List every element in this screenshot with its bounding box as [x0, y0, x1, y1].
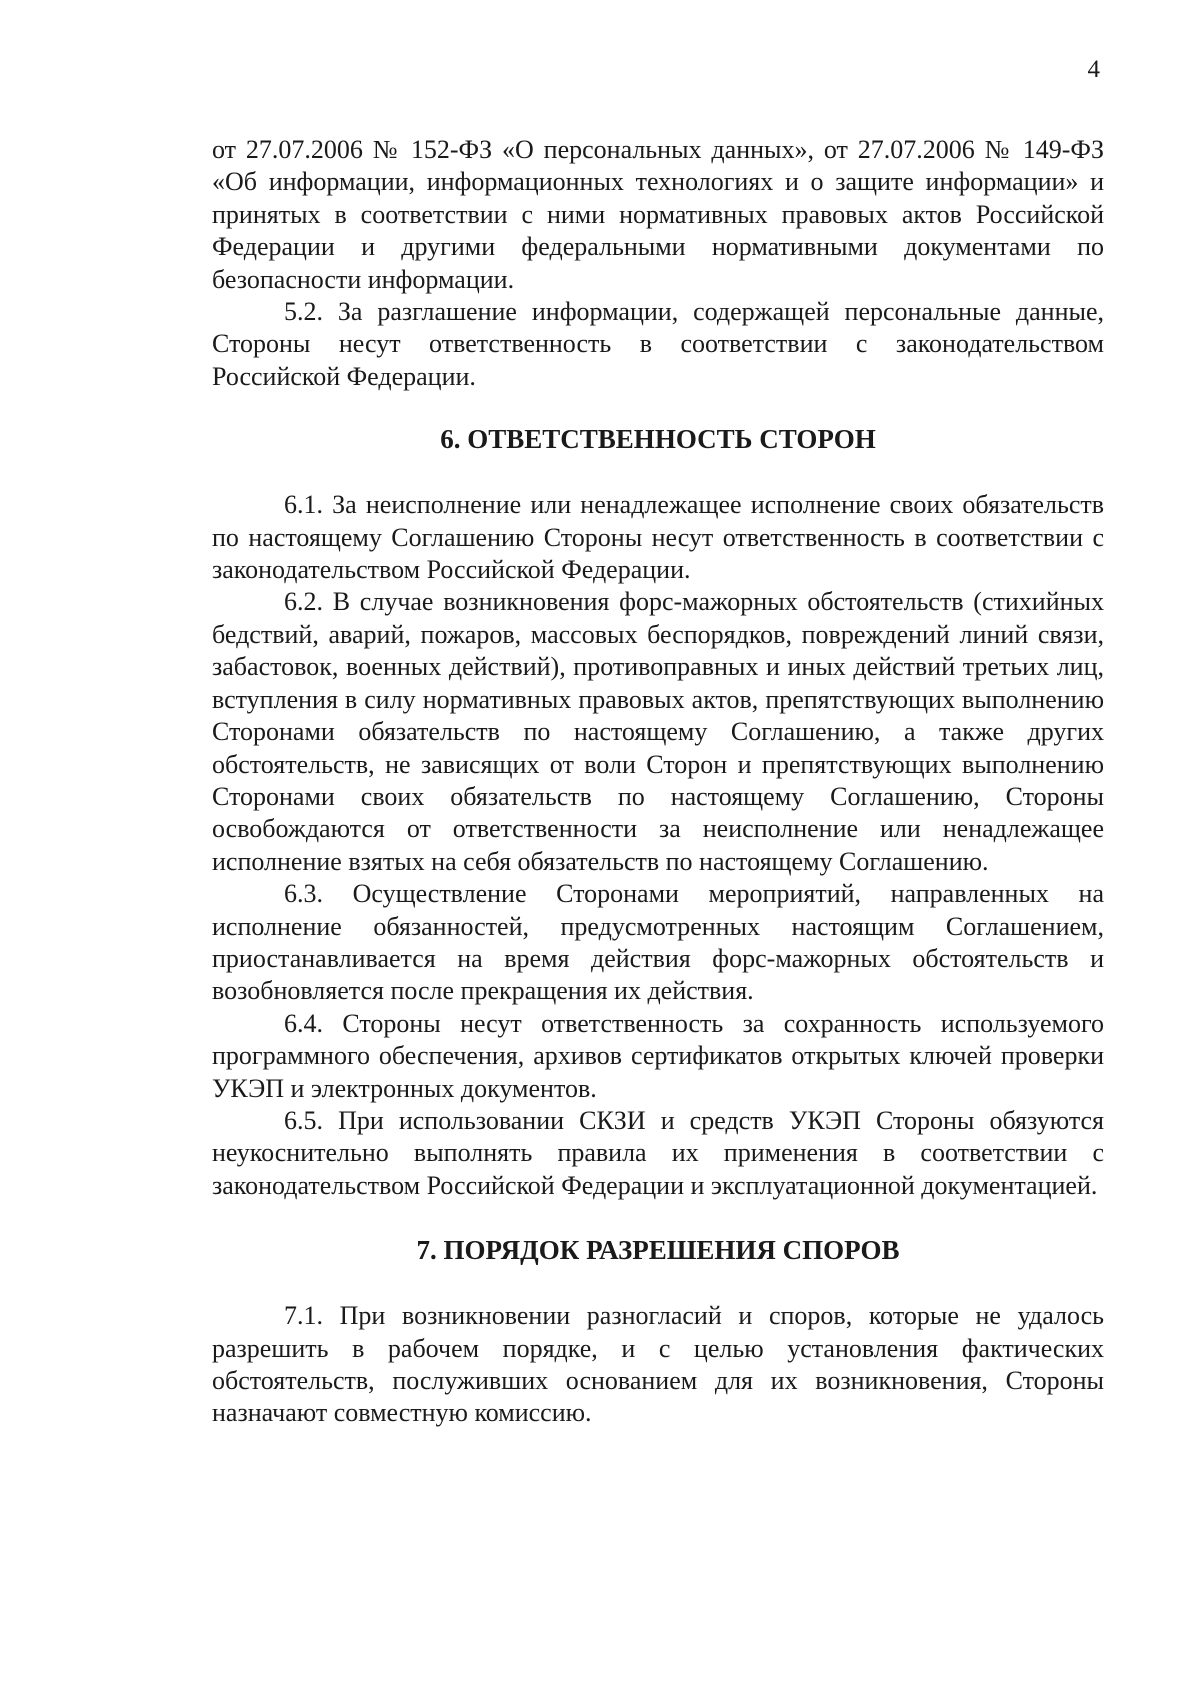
- paragraph-7-1: 7.1. При возникновении разногласий и споров, которые не удалось разрешить в рабочем порядке, и с целью установления фактических обстоятельств, послуживших основанием для их возникновения, Стороны назначают совместную комиссию.: [212, 1301, 1104, 1428]
- paragraph-intro: от 27.07.2006 № 152-ФЗ «О персональных данных», от 27.07.2006 № 149-ФЗ «Об информации, информационных технологиях и о защите информации» и принятых в соответствии с ними нормативных правовых актов Российской Федерации и другими федеральными нормативными документами по безопасности информации.: [212, 135, 1104, 294]
- page-number: 4: [1087, 56, 1100, 83]
- document-body: [212, 134, 1104, 1430]
- paragraph-6-2: 6.2. В случае возникновения форс-мажорных обстоятельств (стихийных бедствий, аварий, пожаров, массовых беспорядков, повреждений линий связи, забастовок, военных действий), противоправных и иных действий третьих лиц, вступления в силу нормативных правовых актов, препятствующих выполнению Сторонами обязательств по настоящему Соглашению, а также других обстоятельств, не зависящих от воли Сторон и препятствующих выполнению Сторонами своих обязательств по настоящему Соглашению, Стороны освобождаются от ответственности за неисполнение или ненадлежащее исполнение взятых на себя обязательств по настоящему Соглашению.: [212, 587, 1104, 876]
- paragraph-6-4: 6.4. Стороны несут ответственность за сохранность используемого программного обеспечения, архивов сертификатов открытых ключей проверки УКЭП и электронных документов.: [212, 1008, 1104, 1103]
- section-heading-7: 7. ПОРЯДОК РАЗРЕШЕНИЯ СПОРОВ: [416, 1235, 900, 1266]
- paragraph-6-1: 6.1. За неисполнение или ненадлежащее исполнение своих обязательств по настоящему Соглашению Стороны несут ответственность в соответствии с законодательством Российской Федерации.: [212, 490, 1104, 585]
- paragraph-6-3: 6.3. Осуществление Сторонами мероприятий, направленных на исполнение обязанностей, предусмотренных настоящим Соглашением, приостанавливается на время действия форс-мажорных обстоятельств и возобновляется после прекращения их действия.: [212, 879, 1104, 1006]
- paragraph-6-5: 6.5. При использовании СКЗИ и средств УКЭП Стороны обязуются неукоснительно выполнять правила их применения в соответствии с законодательством Российской Федерации и эксплуатационной документацией.: [212, 1105, 1104, 1200]
- paragraph-5-2: 5.2. За разглашение информации, содержащей персональные данные, Стороны несут ответственность в соответствии с законодательством Российской Федерации.: [212, 297, 1104, 391]
- section-heading-6: 6. ОТВЕТСТВЕННОСТЬ СТОРОН: [440, 424, 876, 455]
